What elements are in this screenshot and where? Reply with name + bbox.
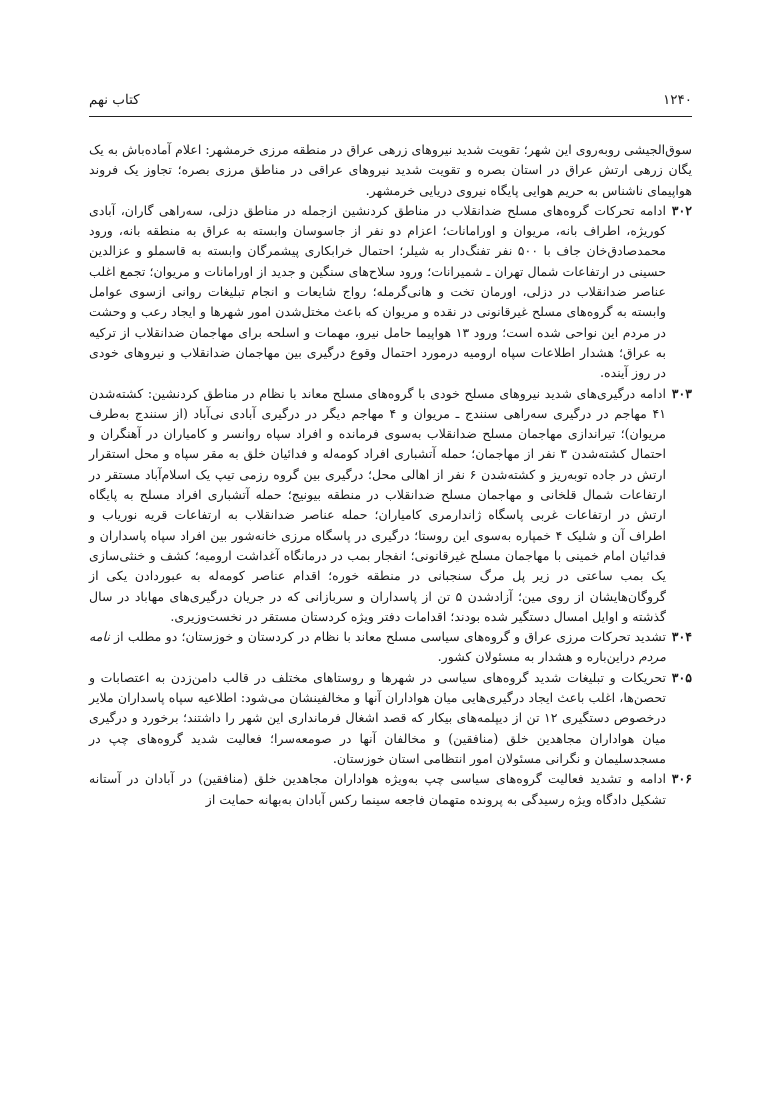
header-divider — [89, 116, 692, 117]
book-title: کتاب نهم — [89, 92, 140, 108]
entry-text: ادامه درگیری‌های شدید نیروهای مسلح خودی با گروه‌های مسلح معاند با نظام در مناطق کردنشین: کشته‌شدن ۴۱ مهاجم در درگیری سه‌راهی سنندج ـ مریوان و ۴ مهاجم دیگر در درگیری آبادی نی‌آباد (از سنندج به‌طرف مریوان)؛ تیراندازی مهاجمان مسلح ضدانقلاب به‌سوی فرمانده و افراد سپاه روانسر و کامیاران در آهنگران و احتمال کشته‌شدن ۳ نفر از مهاجمان؛ حمله آتشباری افراد کومه‌له و فدائیان خلق به مقر سپاه و محل استقرار ارتش در جاده توبه‌ریز و کشته‌شدن ۶ نفر از اهالی محل؛ درگیری بین گروه رزمی تیپ یک اسلام‌آباد مستقر در ارتفاعات شمال قلخانی و مهاجمان مسلح ضدانقلاب در منطقه بیونیج؛ حمله آتشباری افراد مسلح به پایگاه ارتش در ارتفاعات غربی پاسگاه ژاندارمری کامیاران؛ حمله عناصر ضدانقلاب به ارتفاعات قریه نوریاب و اطراف آن و شلیک ۴ خمپاره به‌سوی این روستا؛ درگیری در پاسگاه مرزی خانه‌شور بین افراد سپاه پاسداران و فدائیان امام خمینی با مهاجمان مسلح غیرقانونی؛ انفجار بمب در درمانگاه آغداشت ارومیه؛ کشف و خنثی‌سازی یک بمب ساعتی در زیر پل مرگ سنجبانی در منطقه خوره؛ اقدام عناصر کومه‌له به عبوردادن یکی از گروگان‌هایشان از روی مین؛ آزادشدن ۵ تن از پاسداران و سربازانی که در جریان درگیری‌های مهاباد در سال گذشته و اوایل امسال دستگیر شده بودند؛ اقدامات دفتر ویژه کردستان مستقر در نخست‌وزیری. — [89, 385, 667, 624]
page-number: ۱۲۴۰ — [662, 92, 692, 108]
entry-number: ۳۰۵ — [671, 669, 692, 685]
chronology-entry — [89, 769, 692, 810]
entry-text: تشدید تحرکات مرزی عراق و گروه‌های سیاسی مسلح معاند با نظام در کردستان و خوزستان؛ دو مطلب از — [114, 629, 666, 645]
page-body — [89, 140, 692, 810]
source-publication-title: نامه مردم — [89, 629, 666, 665]
chronology-entry — [89, 668, 692, 769]
entry-number: ۳۰۶ — [671, 771, 692, 787]
chronology-entry — [89, 201, 692, 384]
entry-number: ۳۰۲ — [671, 202, 692, 218]
entry-text: ادامه و تشدید فعالیت گروه‌های سیاسی چپ به‌ویژه هواداران مجاهدین خلق (منافقین) در آبادان در آستانه تشکیل دادگاه ویژه رسیدگی به پرونده متهمان فاجعه سینما رکس آبادان به‌بهانه حمایت از — [89, 771, 666, 807]
continued-paragraph: سوق‌الجیشی روبه‌روی این شهر؛ تقویت شدید نیروهای زرهی عراق در منطقه مرزی خرمشهر: اعلام آماده‌باش به یک یگان زرهی ارتش عراق در استان بصره و تقویت شدید نیروهای عراقی در مناطق مرزی بصره؛ تجاوز یک فروند هواپیمای ناشناس به حریم هوایی پایگاه نیروی دریایی خرمشهر. — [89, 142, 692, 198]
chronology-entry — [89, 627, 692, 668]
entry-text: ادامه تحرکات گروه‌های مسلح ضدانقلاب در مناطق کردنشین ازجمله در مناطق دزلی، سه‌راهی گاران، آبادی کوریژه، اطراف بانه، مریوان و اورامانات؛ اعزام دو نفر از جاسوسان وابسته به عراق به منطقه بانه، ورود محمدصادق‌خان جاف با ۵۰۰ نفر تفنگ‌دار به شیلر؛ احتمال خرابکاری پیشمرگان وابسته به قاسملو و عزالدین حسینی در ارتفاعات شمال تهران ـ شمیرانات؛ ورود سلاح‌های سنگین و جدید از اورامانات و مریوان؛ تجمع اغلب عناصر ضدانقلاب در دزلی، اورمان تخت و هانی‌گرمله؛ رواج شایعات و انجام تبلیغات روانی ازسوی عوامل وابسته به گروه‌های مسلح غیرقانونی در نقده و مریوان که باعث مختل‌شدن امور شهرها و ایجاد رعب و وحشت در مردم این نواحی شده است؛ ورود ۱۳ هواپیما حامل نیرو، مهمات و اسلحه برای مهاجمان ضدانقلاب از ترکیه به عراق؛ هشدار اطلاعات سپاه ارومیه درمورد احتمال وقوع درگیری بین مهاجمان ضدانقلاب و نیروهای خودی در روز آینده. — [89, 202, 666, 381]
page-header — [89, 90, 692, 110]
entry-text: تحریکات و تبلیغات شدید گروه‌های سیاسی در شهرها و روستاهای مختلف در قالب دامن‌زدن به اعتصابات و تحصن‌ها، اغلب باعث ایجاد درگیری‌هایی میان هواداران آنها و مخالفینشان می‌شود: اطلاعیه سپاه پاسداران ملایر درخصوص دستگیری ۱۲ تن از دیپلمه‌های بیکار که قصد اشغال فرمانداری این شهر را داشتند؛ برخورد و درگیری میان هواداران مجاهدین خلق (منافقین) و مخالفان آنها در صومعه‌سرا؛ فعالیت شدید گروه‌های چپ در مسجدسلیمان و نگرانی مسئولان امور انتظامی استان خوزستان. — [89, 669, 667, 766]
entry-number: ۳۰۳ — [671, 385, 692, 401]
chronology-entry — [89, 384, 692, 628]
entry-number: ۳۰۴ — [671, 629, 692, 645]
entry-text-continued: دراین‌باره و هشدار به مسئولان کشور. — [437, 649, 639, 665]
